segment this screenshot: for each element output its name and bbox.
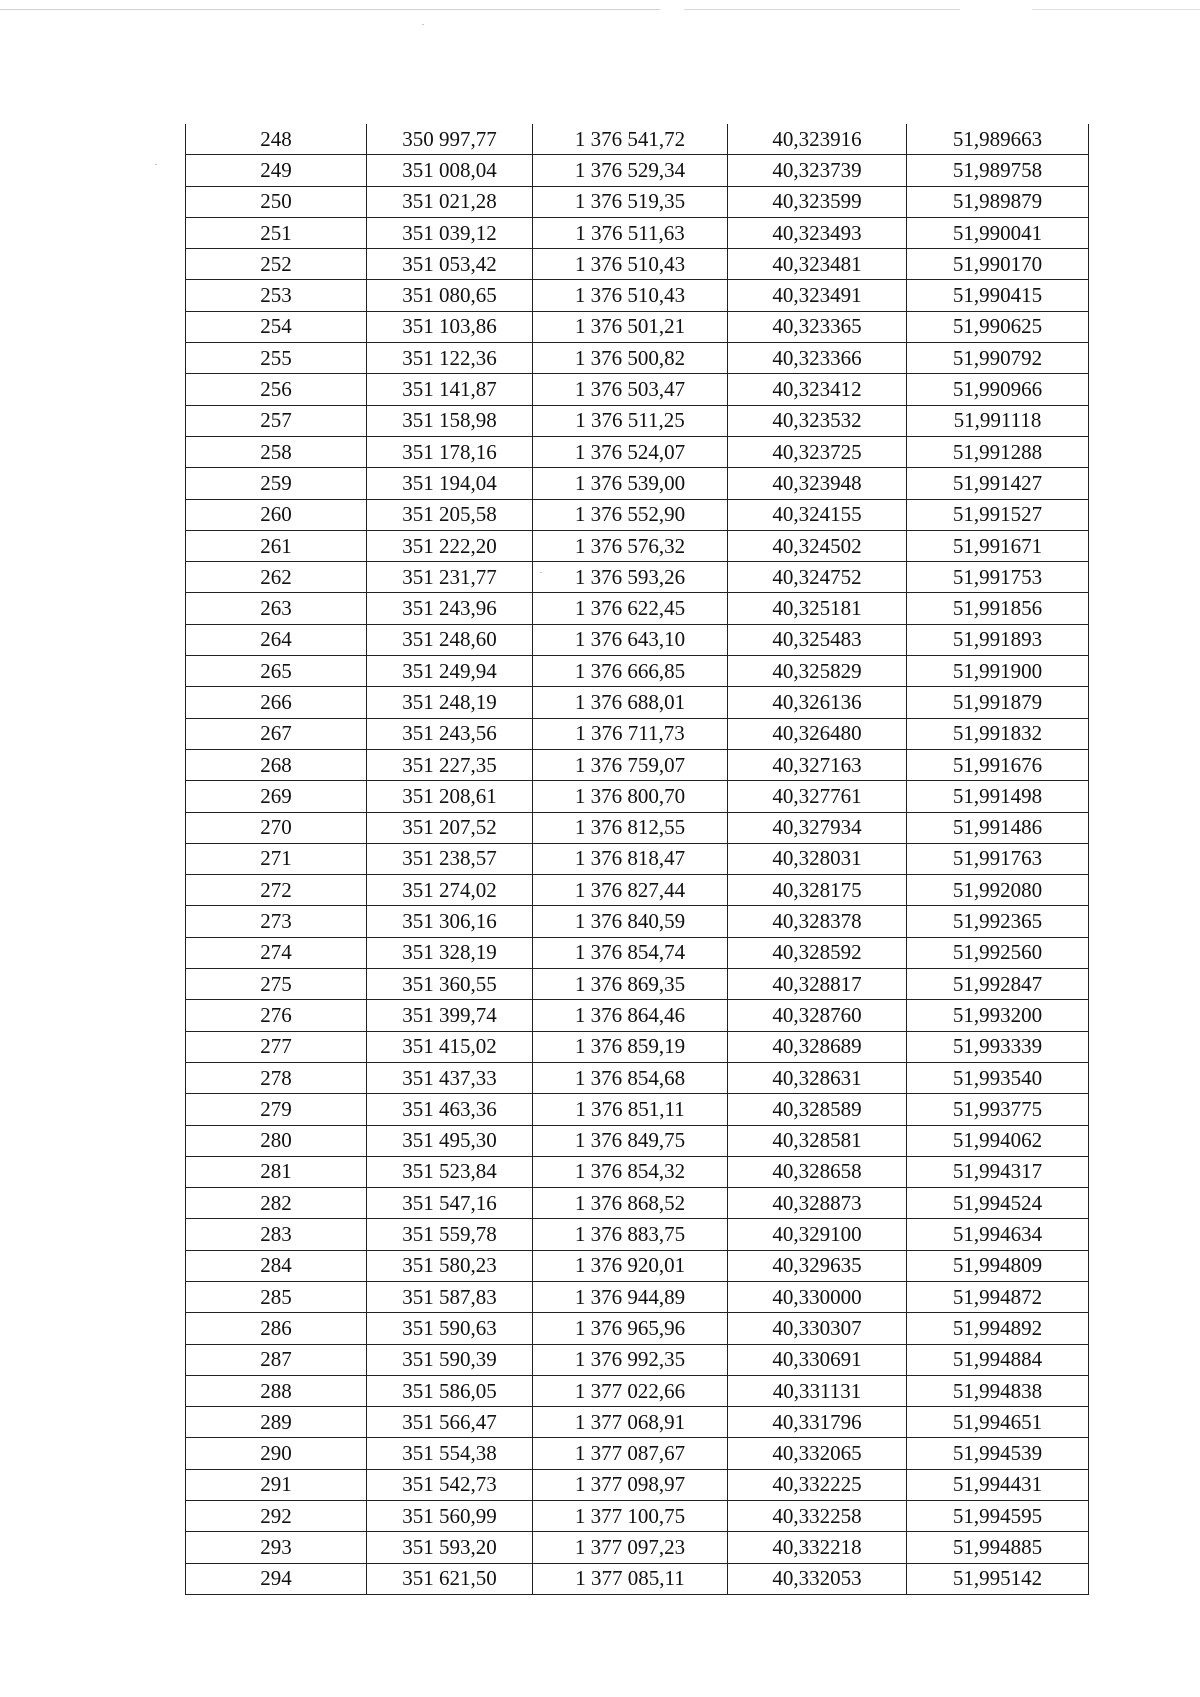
point-number-cell: 257 <box>186 405 367 436</box>
y-coordinate-cell: 1 376 944,89 <box>533 1281 728 1312</box>
point-number-cell: 248 <box>186 124 367 155</box>
x-coordinate-cell: 351 178,16 <box>367 436 533 467</box>
y-coordinate-cell: 1 377 085,11 <box>533 1563 728 1594</box>
latitude-cell: 40,323725 <box>728 436 907 467</box>
y-coordinate-cell: 1 376 500,82 <box>533 343 728 374</box>
table-row <box>186 1156 1089 1187</box>
table-row <box>186 1313 1089 1344</box>
point-number-cell: 249 <box>186 155 367 186</box>
x-coordinate-cell: 351 053,42 <box>367 249 533 280</box>
latitude-cell: 40,332225 <box>728 1469 907 1500</box>
latitude-cell: 40,323491 <box>728 280 907 311</box>
longitude-cell: 51,992847 <box>907 969 1089 1000</box>
table-row <box>186 1469 1089 1500</box>
longitude-cell: 51,991763 <box>907 843 1089 874</box>
longitude-cell: 51,995142 <box>907 1563 1089 1594</box>
y-coordinate-cell: 1 376 859,19 <box>533 1031 728 1062</box>
y-coordinate-cell: 1 376 869,35 <box>533 969 728 1000</box>
table-row <box>186 468 1089 499</box>
scan-edge-line <box>0 9 1200 10</box>
table-row <box>186 405 1089 436</box>
table-row <box>186 1000 1089 1031</box>
y-coordinate-cell: 1 376 854,32 <box>533 1156 728 1187</box>
latitude-cell: 40,325829 <box>728 656 907 687</box>
table-row <box>186 906 1089 937</box>
longitude-cell: 51,994524 <box>907 1188 1089 1219</box>
x-coordinate-cell: 351 194,04 <box>367 468 533 499</box>
point-number-cell: 275 <box>186 969 367 1000</box>
point-number-cell: 294 <box>186 1563 367 1594</box>
point-number-cell: 268 <box>186 749 367 780</box>
table-row <box>186 749 1089 780</box>
y-coordinate-cell: 1 376 965,96 <box>533 1313 728 1344</box>
coordinates-table-body <box>186 124 1089 1594</box>
longitude-cell: 51,991676 <box>907 749 1089 780</box>
point-number-cell: 254 <box>186 311 367 342</box>
latitude-cell: 40,328031 <box>728 843 907 874</box>
coordinates-table <box>185 124 1089 1595</box>
point-number-cell: 255 <box>186 343 367 374</box>
y-coordinate-cell: 1 376 854,68 <box>533 1062 728 1093</box>
table-row <box>186 1031 1089 1062</box>
x-coordinate-cell: 351 158,98 <box>367 405 533 436</box>
x-coordinate-cell: 351 463,36 <box>367 1094 533 1125</box>
longitude-cell: 51,994062 <box>907 1125 1089 1156</box>
table-row <box>186 593 1089 624</box>
x-coordinate-cell: 351 103,86 <box>367 311 533 342</box>
point-number-cell: 276 <box>186 1000 367 1031</box>
y-coordinate-cell: 1 377 098,97 <box>533 1469 728 1500</box>
point-number-cell: 288 <box>186 1375 367 1406</box>
y-coordinate-cell: 1 376 541,72 <box>533 124 728 155</box>
longitude-cell: 51,991879 <box>907 687 1089 718</box>
coordinates-table-container <box>185 124 1088 1595</box>
latitude-cell: 40,323493 <box>728 217 907 248</box>
latitude-cell: 40,323532 <box>728 405 907 436</box>
table-row <box>186 1094 1089 1125</box>
longitude-cell: 51,994431 <box>907 1469 1089 1500</box>
latitude-cell: 40,323948 <box>728 468 907 499</box>
y-coordinate-cell: 1 376 510,43 <box>533 249 728 280</box>
x-coordinate-cell: 351 248,60 <box>367 624 533 655</box>
point-number-cell: 269 <box>186 781 367 812</box>
latitude-cell: 40,323599 <box>728 186 907 217</box>
point-number-cell: 274 <box>186 937 367 968</box>
point-number-cell: 285 <box>186 1281 367 1312</box>
y-coordinate-cell: 1 377 097,23 <box>533 1532 728 1563</box>
table-row <box>186 718 1089 749</box>
x-coordinate-cell: 351 205,58 <box>367 499 533 530</box>
x-coordinate-cell: 351 249,94 <box>367 656 533 687</box>
table-row <box>186 1125 1089 1156</box>
table-row <box>186 499 1089 530</box>
table-row <box>186 1062 1089 1093</box>
table-row <box>186 1281 1089 1312</box>
latitude-cell: 40,328658 <box>728 1156 907 1187</box>
longitude-cell: 51,994892 <box>907 1313 1089 1344</box>
point-number-cell: 292 <box>186 1501 367 1532</box>
longitude-cell: 51,994651 <box>907 1407 1089 1438</box>
longitude-cell: 51,991671 <box>907 530 1089 561</box>
y-coordinate-cell: 1 376 576,32 <box>533 530 728 561</box>
y-coordinate-cell: 1 376 552,90 <box>533 499 728 530</box>
point-number-cell: 293 <box>186 1532 367 1563</box>
longitude-cell: 51,994872 <box>907 1281 1089 1312</box>
point-number-cell: 289 <box>186 1407 367 1438</box>
table-row <box>186 1188 1089 1219</box>
x-coordinate-cell: 351 590,63 <box>367 1313 533 1344</box>
longitude-cell: 51,994595 <box>907 1501 1089 1532</box>
latitude-cell: 40,330307 <box>728 1313 907 1344</box>
table-row <box>186 343 1089 374</box>
y-coordinate-cell: 1 376 539,00 <box>533 468 728 499</box>
y-coordinate-cell: 1 376 992,35 <box>533 1344 728 1375</box>
point-number-cell: 278 <box>186 1062 367 1093</box>
table-row <box>186 124 1089 155</box>
latitude-cell: 40,328378 <box>728 906 907 937</box>
x-coordinate-cell: 351 554,38 <box>367 1438 533 1469</box>
longitude-cell: 51,991832 <box>907 718 1089 749</box>
table-row <box>186 1501 1089 1532</box>
y-coordinate-cell: 1 376 759,07 <box>533 749 728 780</box>
point-number-cell: 287 <box>186 1344 367 1375</box>
point-number-cell: 253 <box>186 280 367 311</box>
longitude-cell: 51,991893 <box>907 624 1089 655</box>
scan-speck <box>422 24 424 25</box>
x-coordinate-cell: 351 437,33 <box>367 1062 533 1093</box>
table-row <box>186 1219 1089 1250</box>
x-coordinate-cell: 351 122,36 <box>367 343 533 374</box>
latitude-cell: 40,324155 <box>728 499 907 530</box>
table-row <box>186 1344 1089 1375</box>
latitude-cell: 40,323739 <box>728 155 907 186</box>
x-coordinate-cell: 351 415,02 <box>367 1031 533 1062</box>
x-coordinate-cell: 351 542,73 <box>367 1469 533 1500</box>
latitude-cell: 40,323916 <box>728 124 907 155</box>
point-number-cell: 291 <box>186 1469 367 1500</box>
y-coordinate-cell: 1 376 529,34 <box>533 155 728 186</box>
point-number-cell: 260 <box>186 499 367 530</box>
latitude-cell: 40,328589 <box>728 1094 907 1125</box>
y-coordinate-cell: 1 376 920,01 <box>533 1250 728 1281</box>
y-coordinate-cell: 1 376 812,55 <box>533 812 728 843</box>
longitude-cell: 51,991856 <box>907 593 1089 624</box>
longitude-cell: 51,993775 <box>907 1094 1089 1125</box>
point-number-cell: 271 <box>186 843 367 874</box>
x-coordinate-cell: 351 399,74 <box>367 1000 533 1031</box>
table-row <box>186 1407 1089 1438</box>
longitude-cell: 51,994539 <box>907 1438 1089 1469</box>
latitude-cell: 40,327163 <box>728 749 907 780</box>
x-coordinate-cell: 351 207,52 <box>367 812 533 843</box>
y-coordinate-cell: 1 376 503,47 <box>533 374 728 405</box>
table-row <box>186 186 1089 217</box>
point-number-cell: 282 <box>186 1188 367 1219</box>
latitude-cell: 40,326480 <box>728 718 907 749</box>
x-coordinate-cell: 351 008,04 <box>367 155 533 186</box>
y-coordinate-cell: 1 377 087,67 <box>533 1438 728 1469</box>
longitude-cell: 51,993540 <box>907 1062 1089 1093</box>
point-number-cell: 256 <box>186 374 367 405</box>
latitude-cell: 40,323366 <box>728 343 907 374</box>
x-coordinate-cell: 351 495,30 <box>367 1125 533 1156</box>
longitude-cell: 51,992080 <box>907 875 1089 906</box>
table-row <box>186 311 1089 342</box>
y-coordinate-cell: 1 376 511,63 <box>533 217 728 248</box>
latitude-cell: 40,328631 <box>728 1062 907 1093</box>
table-row <box>186 624 1089 655</box>
y-coordinate-cell: 1 376 666,85 <box>533 656 728 687</box>
point-number-cell: 290 <box>186 1438 367 1469</box>
y-coordinate-cell: 1 376 864,46 <box>533 1000 728 1031</box>
table-row <box>186 249 1089 280</box>
longitude-cell: 51,990966 <box>907 374 1089 405</box>
point-number-cell: 270 <box>186 812 367 843</box>
table-row <box>186 1563 1089 1594</box>
point-number-cell: 258 <box>186 436 367 467</box>
x-coordinate-cell: 351 586,05 <box>367 1375 533 1406</box>
x-coordinate-cell: 351 621,50 <box>367 1563 533 1594</box>
y-coordinate-cell: 1 376 851,11 <box>533 1094 728 1125</box>
table-row <box>186 436 1089 467</box>
longitude-cell: 51,989758 <box>907 155 1089 186</box>
point-number-cell: 281 <box>186 1156 367 1187</box>
latitude-cell: 40,325483 <box>728 624 907 655</box>
x-coordinate-cell: 350 997,77 <box>367 124 533 155</box>
x-coordinate-cell: 351 580,23 <box>367 1250 533 1281</box>
table-row <box>186 937 1089 968</box>
longitude-cell: 51,994884 <box>907 1344 1089 1375</box>
point-number-cell: 280 <box>186 1125 367 1156</box>
x-coordinate-cell: 351 593,20 <box>367 1532 533 1563</box>
table-row <box>186 812 1089 843</box>
y-coordinate-cell: 1 376 510,43 <box>533 280 728 311</box>
longitude-cell: 51,994838 <box>907 1375 1089 1406</box>
longitude-cell: 51,991900 <box>907 656 1089 687</box>
longitude-cell: 51,990041 <box>907 217 1089 248</box>
table-row <box>186 1438 1089 1469</box>
x-coordinate-cell: 351 231,77 <box>367 562 533 593</box>
y-coordinate-cell: 1 377 022,66 <box>533 1375 728 1406</box>
longitude-cell: 51,991486 <box>907 812 1089 843</box>
y-coordinate-cell: 1 376 883,75 <box>533 1219 728 1250</box>
latitude-cell: 40,324502 <box>728 530 907 561</box>
longitude-cell: 51,990415 <box>907 280 1089 311</box>
table-row <box>186 155 1089 186</box>
x-coordinate-cell: 351 021,28 <box>367 186 533 217</box>
point-number-cell: 273 <box>186 906 367 937</box>
table-row <box>186 687 1089 718</box>
table-row <box>186 280 1089 311</box>
x-coordinate-cell: 351 227,35 <box>367 749 533 780</box>
point-number-cell: 267 <box>186 718 367 749</box>
latitude-cell: 40,332053 <box>728 1563 907 1594</box>
table-row <box>186 1250 1089 1281</box>
point-number-cell: 263 <box>186 593 367 624</box>
table-row <box>186 562 1089 593</box>
point-number-cell: 284 <box>186 1250 367 1281</box>
longitude-cell: 51,991288 <box>907 436 1089 467</box>
table-row <box>186 875 1089 906</box>
latitude-cell: 40,327761 <box>728 781 907 812</box>
x-coordinate-cell: 351 306,16 <box>367 906 533 937</box>
x-coordinate-cell: 351 587,83 <box>367 1281 533 1312</box>
point-number-cell: 252 <box>186 249 367 280</box>
x-coordinate-cell: 351 039,12 <box>367 217 533 248</box>
x-coordinate-cell: 351 360,55 <box>367 969 533 1000</box>
latitude-cell: 40,329635 <box>728 1250 907 1281</box>
y-coordinate-cell: 1 376 688,01 <box>533 687 728 718</box>
table-row <box>186 656 1089 687</box>
x-coordinate-cell: 351 328,19 <box>367 937 533 968</box>
latitude-cell: 40,330000 <box>728 1281 907 1312</box>
longitude-cell: 51,994885 <box>907 1532 1089 1563</box>
latitude-cell: 40,330691 <box>728 1344 907 1375</box>
y-coordinate-cell: 1 376 849,75 <box>533 1125 728 1156</box>
longitude-cell: 51,990792 <box>907 343 1089 374</box>
point-number-cell: 277 <box>186 1031 367 1062</box>
longitude-cell: 51,990625 <box>907 311 1089 342</box>
longitude-cell: 51,989663 <box>907 124 1089 155</box>
y-coordinate-cell: 1 376 593,26 <box>533 562 728 593</box>
latitude-cell: 40,327934 <box>728 812 907 843</box>
x-coordinate-cell: 351 560,99 <box>367 1501 533 1532</box>
longitude-cell: 51,991527 <box>907 499 1089 530</box>
point-number-cell: 265 <box>186 656 367 687</box>
y-coordinate-cell: 1 376 868,52 <box>533 1188 728 1219</box>
y-coordinate-cell: 1 376 711,73 <box>533 718 728 749</box>
y-coordinate-cell: 1 376 622,45 <box>533 593 728 624</box>
x-coordinate-cell: 351 222,20 <box>367 530 533 561</box>
longitude-cell: 51,991498 <box>907 781 1089 812</box>
x-coordinate-cell: 351 238,57 <box>367 843 533 874</box>
y-coordinate-cell: 1 376 511,25 <box>533 405 728 436</box>
longitude-cell: 51,994809 <box>907 1250 1089 1281</box>
y-coordinate-cell: 1 376 643,10 <box>533 624 728 655</box>
latitude-cell: 40,324752 <box>728 562 907 593</box>
latitude-cell: 40,323481 <box>728 249 907 280</box>
x-coordinate-cell: 351 566,47 <box>367 1407 533 1438</box>
table-row <box>186 969 1089 1000</box>
x-coordinate-cell: 351 243,96 <box>367 593 533 624</box>
y-coordinate-cell: 1 376 519,35 <box>533 186 728 217</box>
x-coordinate-cell: 351 523,84 <box>367 1156 533 1187</box>
latitude-cell: 40,328592 <box>728 937 907 968</box>
point-number-cell: 264 <box>186 624 367 655</box>
x-coordinate-cell: 351 141,87 <box>367 374 533 405</box>
longitude-cell: 51,992365 <box>907 906 1089 937</box>
latitude-cell: 40,328689 <box>728 1031 907 1062</box>
x-coordinate-cell: 351 243,56 <box>367 718 533 749</box>
latitude-cell: 40,328760 <box>728 1000 907 1031</box>
latitude-cell: 40,332065 <box>728 1438 907 1469</box>
point-number-cell: 250 <box>186 186 367 217</box>
longitude-cell: 51,990170 <box>907 249 1089 280</box>
table-row <box>186 1532 1089 1563</box>
latitude-cell: 40,325181 <box>728 593 907 624</box>
point-number-cell: 286 <box>186 1313 367 1344</box>
y-coordinate-cell: 1 376 840,59 <box>533 906 728 937</box>
longitude-cell: 51,991753 <box>907 562 1089 593</box>
y-coordinate-cell: 1 376 818,47 <box>533 843 728 874</box>
latitude-cell: 40,331796 <box>728 1407 907 1438</box>
table-row <box>186 217 1089 248</box>
table-row <box>186 843 1089 874</box>
latitude-cell: 40,328581 <box>728 1125 907 1156</box>
point-number-cell: 261 <box>186 530 367 561</box>
latitude-cell: 40,328873 <box>728 1188 907 1219</box>
x-coordinate-cell: 351 274,02 <box>367 875 533 906</box>
y-coordinate-cell: 1 376 800,70 <box>533 781 728 812</box>
y-coordinate-cell: 1 376 524,07 <box>533 436 728 467</box>
x-coordinate-cell: 351 248,19 <box>367 687 533 718</box>
longitude-cell: 51,994634 <box>907 1219 1089 1250</box>
longitude-cell: 51,993200 <box>907 1000 1089 1031</box>
longitude-cell: 51,992560 <box>907 937 1089 968</box>
longitude-cell: 51,991427 <box>907 468 1089 499</box>
x-coordinate-cell: 351 547,16 <box>367 1188 533 1219</box>
point-number-cell: 251 <box>186 217 367 248</box>
y-coordinate-cell: 1 377 100,75 <box>533 1501 728 1532</box>
y-coordinate-cell: 1 377 068,91 <box>533 1407 728 1438</box>
x-coordinate-cell: 351 208,61 <box>367 781 533 812</box>
longitude-cell: 51,994317 <box>907 1156 1089 1187</box>
point-number-cell: 279 <box>186 1094 367 1125</box>
table-row <box>186 374 1089 405</box>
y-coordinate-cell: 1 376 854,74 <box>533 937 728 968</box>
latitude-cell: 40,328817 <box>728 969 907 1000</box>
latitude-cell: 40,332258 <box>728 1501 907 1532</box>
point-number-cell: 272 <box>186 875 367 906</box>
y-coordinate-cell: 1 376 501,21 <box>533 311 728 342</box>
longitude-cell: 51,989879 <box>907 186 1089 217</box>
scan-speck <box>155 164 157 165</box>
y-coordinate-cell: 1 376 827,44 <box>533 875 728 906</box>
table-row <box>186 530 1089 561</box>
longitude-cell: 51,993339 <box>907 1031 1089 1062</box>
point-number-cell: 266 <box>186 687 367 718</box>
table-row <box>186 781 1089 812</box>
point-number-cell: 259 <box>186 468 367 499</box>
latitude-cell: 40,323365 <box>728 311 907 342</box>
latitude-cell: 40,332218 <box>728 1532 907 1563</box>
point-number-cell: 262 <box>186 562 367 593</box>
point-number-cell: 283 <box>186 1219 367 1250</box>
longitude-cell: 51,991118 <box>907 405 1089 436</box>
latitude-cell: 40,328175 <box>728 875 907 906</box>
latitude-cell: 40,329100 <box>728 1219 907 1250</box>
latitude-cell: 40,326136 <box>728 687 907 718</box>
x-coordinate-cell: 351 080,65 <box>367 280 533 311</box>
x-coordinate-cell: 351 590,39 <box>367 1344 533 1375</box>
table-row <box>186 1375 1089 1406</box>
latitude-cell: 40,323412 <box>728 374 907 405</box>
x-coordinate-cell: 351 559,78 <box>367 1219 533 1250</box>
latitude-cell: 40,331131 <box>728 1375 907 1406</box>
